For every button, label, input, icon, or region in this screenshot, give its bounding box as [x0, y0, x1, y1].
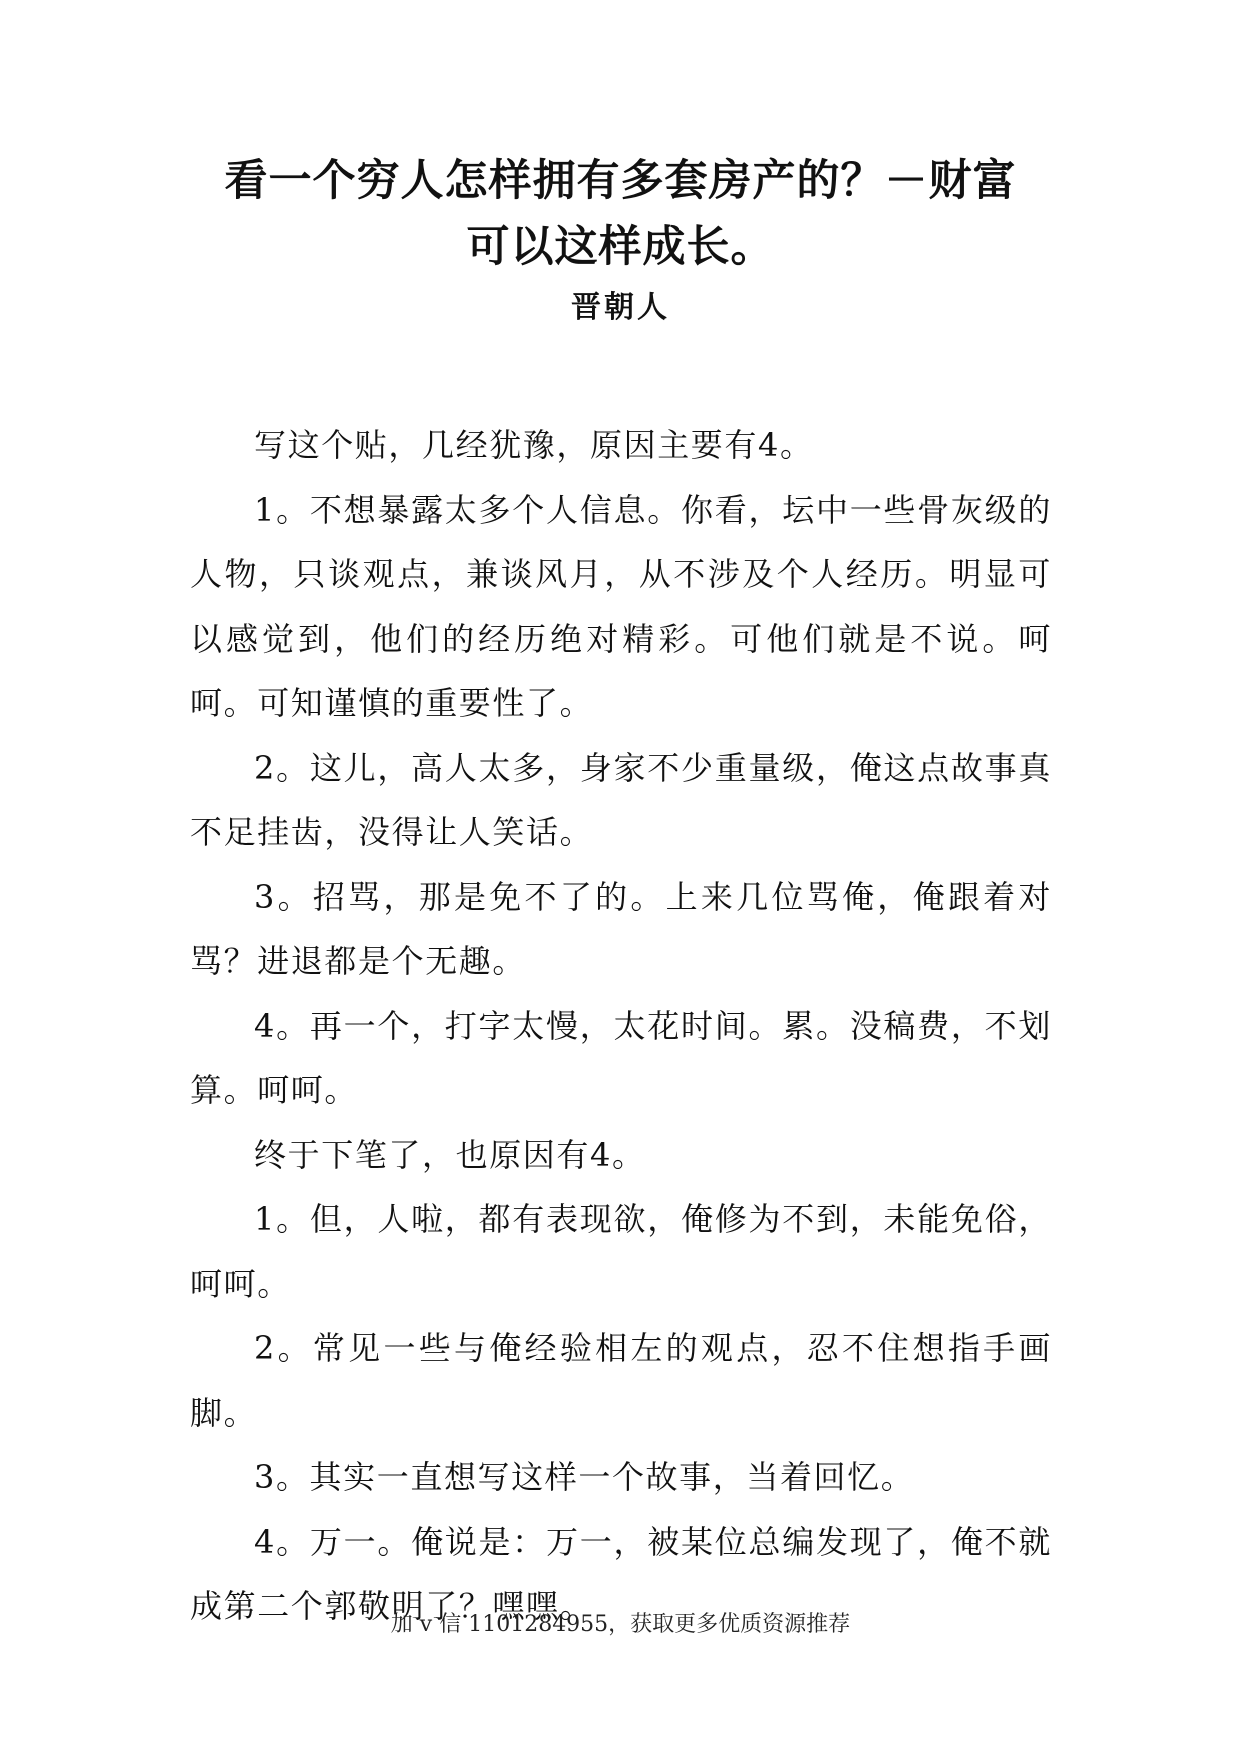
- document-title: [0, 148, 1241, 280]
- title-line-1: 看一个穷人怎样拥有多套房产的？－财富: [224, 156, 1017, 206]
- paragraph-reason-1: 1。不想暴露太多个人信息。你看，坛中一些骨灰级的人物，只谈观点，兼谈风月，从不涉及个人经历。明显可以感觉到，他们的经历绝对精彩。可他们就是不说。呵呵。可知谨慎的重要性了。: [190, 490, 1052, 722]
- title-line-2: 可以这样成长。: [466, 222, 775, 272]
- paragraph-motive-intro: 终于下笔了，也原因有4。: [254, 1135, 646, 1174]
- document-body: [190, 413, 1052, 1639]
- paragraph-motive-4: 4。万一。俺说是：万一，被某位总编发现了，俺不就成第二个郭敬明了？嘿嘿。: [190, 1522, 1052, 1625]
- paragraph-reason-2: 2。这儿，高人太多，身家不少重量级，俺这点故事真不足挂齿，没得让人笑话。: [190, 748, 1052, 851]
- paragraph-motive-3: 3。其实一直想写这样一个故事，当着回忆。: [254, 1458, 915, 1496]
- paragraph-reason-4: 4。再一个，打字太慢，太花时间。累。没稿费，不划算。呵呵。: [190, 1006, 1052, 1109]
- paragraph-motive-2: 2。常见一些与俺经验相左的观点，忍不住想指手画脚。: [190, 1329, 1052, 1432]
- page-footer: 加 v 信 1101284955，获取更多优质资源推荐: [390, 1612, 851, 1637]
- paragraph-motive-1: 1。但，人啦，都有表现欲，俺修为不到，未能免俗，呵呵。: [190, 1200, 1052, 1303]
- author-name: 晋朝人: [571, 290, 670, 325]
- paragraph-reason-3: 3。招骂，那是免不了的。上来几位骂俺，俺跟着对骂？进退都是个无趣。: [190, 877, 1052, 980]
- paragraph-intro: 写这个贴，几经犹豫，原因主要有4。: [254, 426, 814, 464]
